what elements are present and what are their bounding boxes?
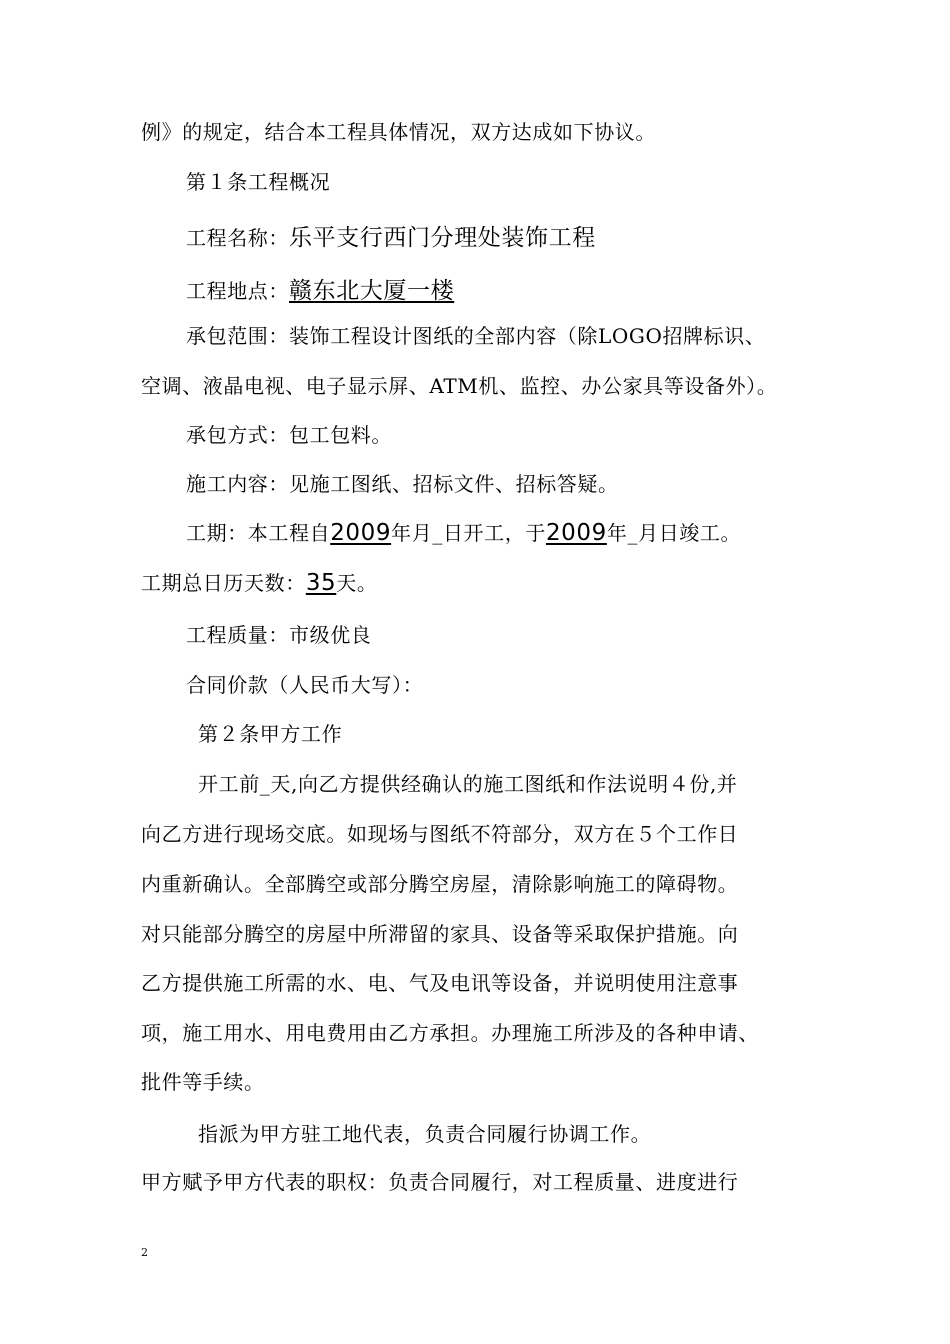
schedule-line (186, 519, 741, 547)
duration-days: 35 (305, 570, 337, 596)
project-name-line (186, 224, 596, 252)
duration-label: 工期总日历天数： (141, 571, 306, 595)
end-year: 2009 (545, 520, 607, 546)
page-number: 2 (141, 1246, 148, 1259)
paragraph-line: 例》的规定，结合本工程具体情况，双方达成如下协议。 (141, 120, 656, 144)
paragraph-line: 工程质量：市级优良 (186, 623, 372, 647)
schedule-text: 年月_日开工，于 (391, 521, 546, 545)
paragraph-line: 承包范围：装饰工程设计图纸的全部内容（除LOGO招牌标识、 (186, 324, 766, 348)
paragraph-line: 开工前_天,向乙方提供经确认的施工图纸和作法说明４份,并 (198, 772, 738, 796)
project-name-label: 工程名称： (186, 226, 289, 250)
paragraph-line: 项，施工用水、用电费用由乙方承担。办理施工所涉及的各种申请、 (141, 1021, 759, 1045)
project-location-line (186, 277, 454, 305)
project-location-label: 工程地点： (186, 279, 289, 303)
paragraph-line: 空调、液晶电视、电子显示屏、ATM机、监控、办公家具等设备外）。 (141, 374, 778, 398)
paragraph-line: 向乙方进行现场交底。如现场与图纸不符部分，双方在５个工作日 (141, 822, 739, 846)
schedule-text: 年_月日竣工。 (606, 521, 742, 545)
schedule-text: 工期：本工程自 (186, 521, 331, 545)
paragraph-line: 承包方式：包工包料。 (186, 423, 392, 447)
paragraph-line: 合同价款（人民币大写）： (186, 673, 424, 697)
paragraph-line: 甲方赋予甲方代表的职权：负责合同履行，对工程质量、进度进行 (141, 1170, 739, 1194)
start-year: 2009 (330, 520, 392, 546)
paragraph-line: 内重新确认。全部腾空或部分腾空房屋，清除影响施工的障碍物。 (141, 872, 739, 896)
duration-line (141, 569, 377, 597)
paragraph-line: 乙方提供施工所需的水、电、气及电讯等设备，并说明使用注意事 (141, 971, 739, 995)
project-name-value: 乐平支行西门分理处装饰工程 (289, 225, 596, 251)
section-heading: 第１条工程概况 (186, 170, 331, 194)
section-heading: 第２条甲方工作 (198, 722, 343, 746)
paragraph-line: 指派为甲方驻工地代表，负责合同履行协调工作。 (198, 1122, 652, 1146)
paragraph-line: 施工内容：见施工图纸、招标文件、招标答疑。 (186, 472, 619, 496)
paragraph-line: 批件等手续。 (141, 1070, 265, 1094)
duration-unit: 天。 (336, 571, 378, 595)
project-location-value: 赣东北大厦一楼 (289, 278, 455, 304)
paragraph-line: 对只能部分腾空的房屋中所滞留的家具、设备等采取保护措施。向 (141, 922, 739, 946)
